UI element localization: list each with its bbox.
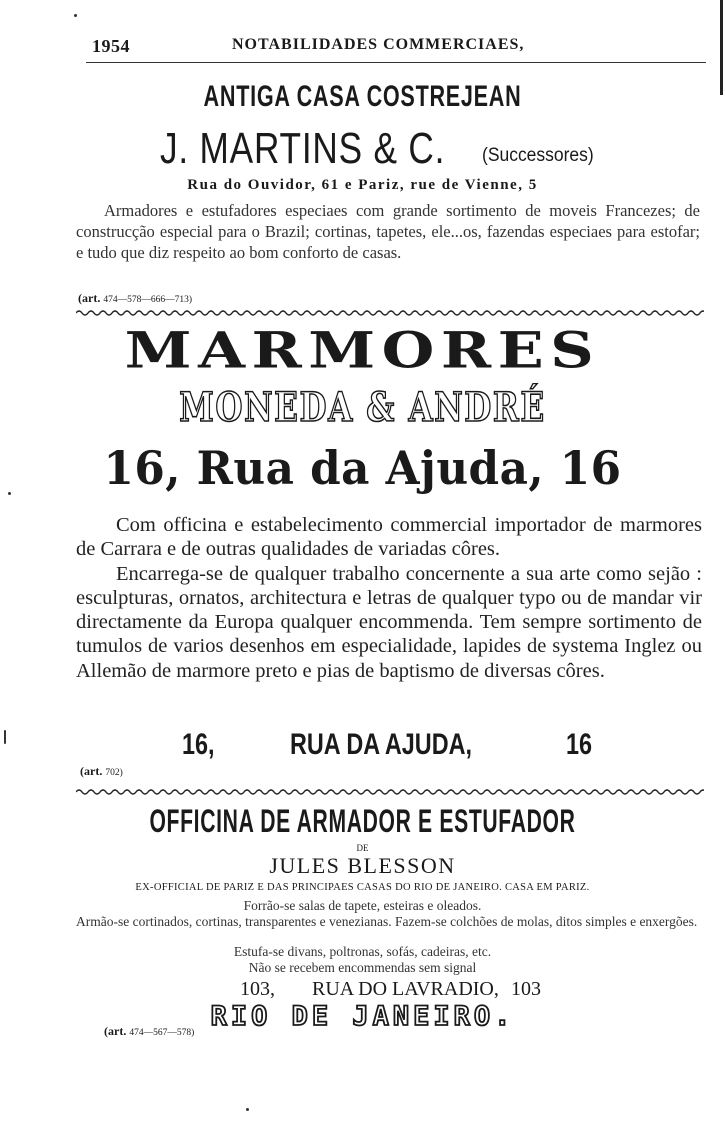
ad-costrejean-title: ANTIGA CASA COSTREJEAN [203, 80, 522, 113]
address-number: 103 [511, 978, 541, 1000]
print-speck [8, 492, 11, 495]
address-number: 103, [240, 978, 275, 1000]
page-number: 1954 [92, 36, 130, 56]
header-rule [86, 62, 706, 63]
print-speck [246, 1108, 249, 1111]
ad-marmores-body [76, 513, 702, 683]
running-title: NOTABILIDADES COMMERCIAES, [232, 36, 525, 53]
art-label: (art. [80, 764, 103, 778]
art-label: (art. [78, 291, 101, 305]
wavy-rule-1 [76, 308, 704, 318]
ad-blesson-city: RIO DE JANEIRO. [210, 1001, 515, 1032]
ad-marmores-firm: MONEDA & ANDRÉ [179, 384, 546, 431]
address-street: RUA DO LAVRADIO, [312, 978, 499, 1000]
ad-marmores-address-footer [0, 728, 725, 768]
ad-costrejean-body: Armadores e estufadores especiaes com grande sortimento de moveis Francezes; de construcção especial para o Brazil; cortinas, tapetes, ele...os, fazendas especiaes para estofar; e tudo que diz respeito ao bom conforto de casas. [76, 201, 700, 262]
ad-blesson-title: OFFICINA DE ARMADOR E ESTUFADOR [149, 803, 576, 839]
art-label: (art. [104, 1024, 127, 1038]
ad-marmores-headline: MARMORES [124, 321, 601, 381]
address-street: RUA DA AJUDA, [290, 728, 473, 761]
ad-blesson-service-line: Forrão-se salas de tapete, esteiras e oleados. [243, 898, 482, 913]
ad-blesson-name: JULES BLESSON [269, 853, 456, 878]
ad-marmores-paragraph: Encarrega-se de qualquer trabalho concernente a sua arte como sejão : esculpturas, ornatos, architectura e letras de qualquer typo ou de mandar vir directamente da Europa qualquer encommenda. Tem sempre sortimento de tumulos de varios desenhos em especialidade, lapides de systema Inglez ou Allemão de marmore preto e pias de baptismo de diversas côres. [76, 562, 702, 682]
art-numbers: 474—578—666—713) [103, 295, 192, 305]
ad-costrejean-successors: (Successores) [482, 145, 594, 166]
address-number: 16 [566, 728, 593, 761]
art-numbers: 702) [105, 768, 123, 778]
page-edge-rule [720, 0, 723, 95]
ad-marmores-paragraph: Com officina e estabelecimento commercial importador de marmores de Carrara e de outras qualidades de variadas côres. [76, 514, 702, 561]
ad-marmores-address: 16, Rua da Ajuda, 16 [103, 441, 622, 495]
print-speck [4, 730, 6, 744]
ad-blesson-de: DE [356, 843, 369, 853]
ad-costrejean-reference [78, 291, 192, 306]
ad-costrejean-street: Rua do Ouvidor, 61 e Pariz, rue de Vienne, 5 [187, 177, 538, 193]
art-numbers: 474—567—578) [129, 1028, 195, 1038]
ad-marmores-reference [80, 764, 123, 779]
ad-blesson-notice: Não se recebem encommendas sem signal [248, 960, 477, 975]
wavy-rule-2 [76, 787, 704, 797]
ad-blesson-service-line: Armão-se cortinados, cortinas, transparentes e venezianas. Fazem-se colchões de molas, ditos simples e enxergões. [76, 914, 698, 929]
ad-blesson-reference [104, 1024, 194, 1039]
ad-blesson-service-line: Estufa-se divans, poltronas, sofás, cadeiras, etc. [233, 944, 492, 959]
ad-costrejean-firm: J. MARTINS & C. [160, 124, 446, 173]
address-number: 16, [182, 728, 215, 761]
print-speck [74, 14, 77, 17]
ad-blesson-credentials: EX-OFFICIAL DE PARIZ E DAS PRINCIPAES CASAS DO RIO DE JANEIRO. CASA EM PARIZ. [135, 882, 590, 893]
